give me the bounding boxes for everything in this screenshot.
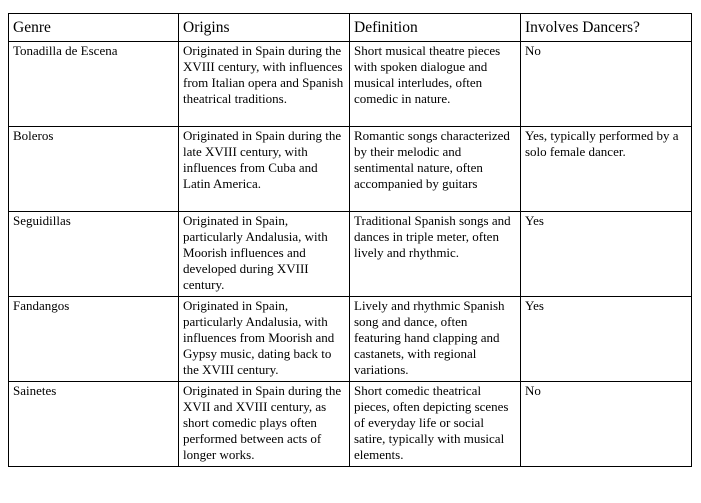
header-involves-dancers: Involves Dancers? — [521, 14, 692, 42]
header-genre: Genre — [9, 14, 179, 42]
origins-cell: Originated in Spain during the XVII and XVIII century, as short comedic plays often performed between acts of longer works. — [179, 382, 350, 467]
origins-cell: Originated in Spain during the XVIII century, with influences from Italian opera and Spanish theatrical traditions. — [179, 42, 350, 127]
origins-cell: Originated in Spain, particularly Andalusia, with influences from Moorish and Gypsy music, dating back to the XVIII century. — [179, 297, 350, 382]
dancers-cell: Yes — [521, 297, 692, 382]
definition-cell: Romantic songs characterized by their melodic and sentimental nature, often accompanied by guitars — [350, 127, 521, 212]
dancers-cell: Yes, typically performed by a solo female dancer. — [521, 127, 692, 212]
genre-cell: Tonadilla de Escena — [9, 42, 179, 127]
table-header — [9, 14, 692, 42]
header-row — [9, 14, 692, 42]
dancers-cell: No — [521, 42, 692, 127]
table-row — [9, 297, 692, 382]
genres-table — [8, 13, 692, 467]
definition-cell: Short comedic theatrical pieces, often depicting scenes of everyday life or social satire, typically with musical elements. — [350, 382, 521, 467]
table-body — [9, 42, 692, 467]
origins-cell: Originated in Spain, particularly Andalusia, with Moorish influences and developed during XVIII century. — [179, 212, 350, 297]
dancers-cell: No — [521, 382, 692, 467]
origins-cell: Originated in Spain during the late XVIII century, with influences from Cuba and Latin America. — [179, 127, 350, 212]
table-row — [9, 212, 692, 297]
genre-cell: Fandangos — [9, 297, 179, 382]
table-row — [9, 42, 692, 127]
genre-cell: Boleros — [9, 127, 179, 212]
dancers-cell: Yes — [521, 212, 692, 297]
header-definition: Definition — [350, 14, 521, 42]
genre-cell: Sainetes — [9, 382, 179, 467]
definition-cell: Lively and rhythmic Spanish song and dance, often featuring hand clapping and castanets, with regional variations. — [350, 297, 521, 382]
table-row — [9, 127, 692, 212]
definition-cell: Traditional Spanish songs and dances in triple meter, often lively and rhythmic. — [350, 212, 521, 297]
genre-cell: Seguidillas — [9, 212, 179, 297]
definition-cell: Short musical theatre pieces with spoken dialogue and musical interludes, often comedic in nature. — [350, 42, 521, 127]
table-row — [9, 382, 692, 467]
header-origins: Origins — [179, 14, 350, 42]
